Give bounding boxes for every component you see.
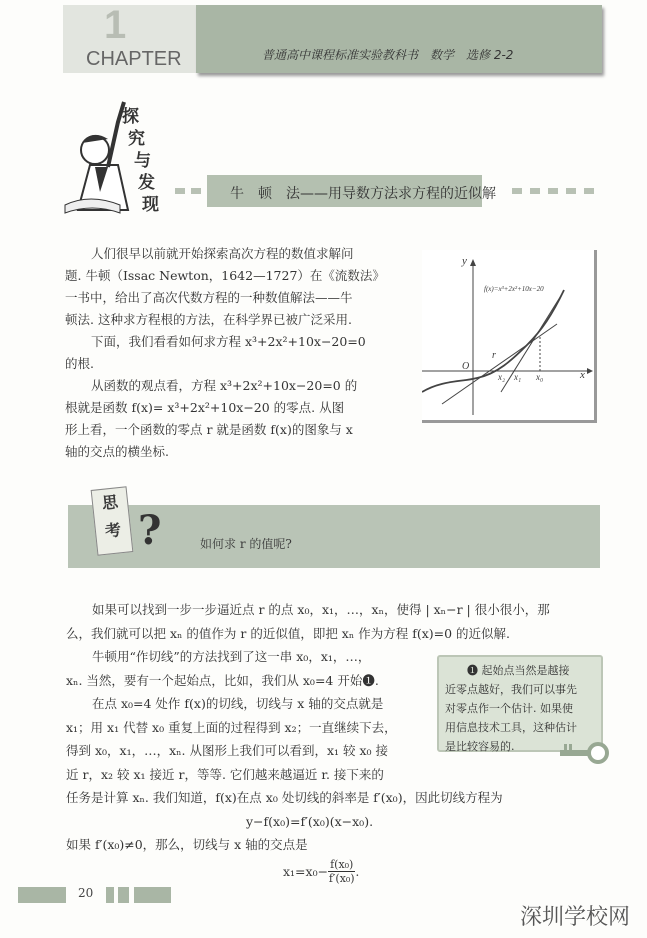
text-line: 近 r，x₂ 较 x₁ 接近 r，等等. 它们越来越逼近 r. 接下来的 xyxy=(66,766,384,782)
divider xyxy=(548,188,558,194)
formula-fraction xyxy=(328,858,355,885)
think-badge xyxy=(91,486,134,555)
footer-bar xyxy=(134,887,171,903)
watermark: 深圳学校网 xyxy=(520,905,631,930)
tangent-line-x0 xyxy=(442,324,557,404)
section-title: 牛 顿 法——用导数方法求方程的近似解 xyxy=(230,186,496,202)
origin-label: O xyxy=(462,361,470,372)
divider xyxy=(566,188,576,194)
text-line: 下面，我们看看如何求方程 x³+2x²+10x−20=0 xyxy=(91,334,366,349)
formula-numerator: f(x₀) xyxy=(330,858,354,871)
text-line: 从函数的观点看，方程 x³+2x²+10x−20=0 的 xyxy=(91,378,358,393)
text-line: 的根. xyxy=(65,356,94,371)
footer-bar xyxy=(18,887,66,903)
divider xyxy=(530,188,540,194)
text-line: x₁；用 x₁ 代替 x₀ 重复上面的过程得到 x₂；一直继续下去， xyxy=(66,719,397,735)
badge-char: 与 xyxy=(134,151,151,171)
divider xyxy=(175,188,185,194)
newton-formula xyxy=(283,858,359,885)
text-line: 在点 x₀=4 处作 f(x)的切线，切线与 x 轴的交点就是 xyxy=(92,696,384,711)
x2-label: x₂ xyxy=(498,372,506,382)
root-label: r xyxy=(492,350,496,361)
badge-char: 考 xyxy=(104,520,122,541)
text-line: ❶ 起始点当然是越接 xyxy=(467,664,570,677)
text-line: 题. 牛顿（Issac Newton，1642—1727）在《流数法》 xyxy=(65,268,385,283)
formula-lhs: x₁=x₀− xyxy=(283,864,329,879)
tangent-equation: y−f(x₀)=f′(x₀)(x−x₀). xyxy=(246,813,374,829)
text-line: xₙ. 当然，要有一个起始点，比如，我们从 x₀=4 开始❶. xyxy=(66,672,379,688)
x1-label: x₁ xyxy=(514,372,522,382)
chapter-number: 1 xyxy=(104,3,127,47)
intro-paragraph xyxy=(65,243,385,463)
divider xyxy=(512,188,522,194)
text-line: 如果可以找到一步一步逼近点 r 的点 x₀，x₁，…，xₙ，使得 | xₙ−r | 很小很小，那 xyxy=(92,602,550,617)
badge-char: 发 xyxy=(138,173,155,193)
text-line: 形上看，一个函数的零点 r 就是函数 f(x)的图象与 x xyxy=(65,422,353,437)
text-line: 顿法. 这种求方程根的方法，在科学界已被广泛采用. xyxy=(65,312,352,327)
footer-bar xyxy=(106,887,114,903)
text-line: 人们很早以前就开始探索高次方程的数值求解问 xyxy=(91,246,354,261)
question-mark-icon: ? xyxy=(138,507,162,554)
badge-char: 探 xyxy=(122,107,139,127)
text-line: 根就是函数 f(x)= x³+2x²+10x−20 的零点. 从图 xyxy=(65,400,345,415)
tangent-line-x1 xyxy=(501,294,562,392)
text-line: 如果 f′(x₀)≠0，那么，切线与 x 轴的交点是 xyxy=(66,837,308,852)
divider xyxy=(584,188,594,194)
text-line: 近零点越好，我们可以事先 xyxy=(445,683,577,696)
chapter-label: CHAPTER xyxy=(86,48,182,70)
x-label: x xyxy=(580,369,585,381)
text-line: 对零点作一个估计. 如果使 xyxy=(445,702,573,715)
newton-method-figure xyxy=(422,250,597,423)
formula-denominator: f′(x₀) xyxy=(328,872,355,885)
text-line: 是比较容易的. xyxy=(445,740,515,753)
badge-char: 究 xyxy=(128,129,145,149)
function-label: f(x)=x³+2x²+10x−20 xyxy=(484,285,544,293)
y-axis-arrow xyxy=(470,259,476,266)
text-line: 牛顿用“作切线”的方法找到了这一串 x₀，x₁，…， xyxy=(92,649,371,664)
x0-label: x₀ xyxy=(536,372,544,382)
explore-discover-badge xyxy=(122,106,172,216)
key-icon xyxy=(560,740,610,768)
text-line: 用信息技术工具，这种估计 xyxy=(445,721,577,734)
footnote-box xyxy=(437,655,603,752)
think-question: 如何求 r 的值呢? xyxy=(200,537,292,551)
footer-bar xyxy=(118,887,129,903)
divider xyxy=(191,188,201,194)
badge-char: 现 xyxy=(142,195,159,215)
book-series-title: 普通高中课程标准实验教科书 数学 选修 2-2 xyxy=(262,48,514,62)
page-number: 20 xyxy=(78,886,94,900)
text-line: 一书中，给出了高次代数方程的一种数值解法——牛 xyxy=(65,290,353,305)
badge-char: 思 xyxy=(101,492,120,513)
formula-end: . xyxy=(355,864,360,879)
text-line: 么，我们就可以把 xₙ 的值作为 r 的近似值，即把 xₙ 作为方程 f(x)=0 的近似解. xyxy=(66,625,511,641)
function-graph xyxy=(422,250,594,420)
y-label: y xyxy=(462,255,467,267)
text-line: 任务是计算 xₙ. 我们知道，f(x)在点 x₀ 处切线的斜率是 f′(x₀)，因此切线方程为 xyxy=(66,790,503,805)
text-line: 得到 x₀，x₁，…，xₙ. 从图形上我们可以看到，x₁ 较 x₀ 接 xyxy=(66,743,389,758)
text-line: 轴的交点的横坐标. xyxy=(65,444,169,459)
x-axis-arrow xyxy=(587,368,593,374)
